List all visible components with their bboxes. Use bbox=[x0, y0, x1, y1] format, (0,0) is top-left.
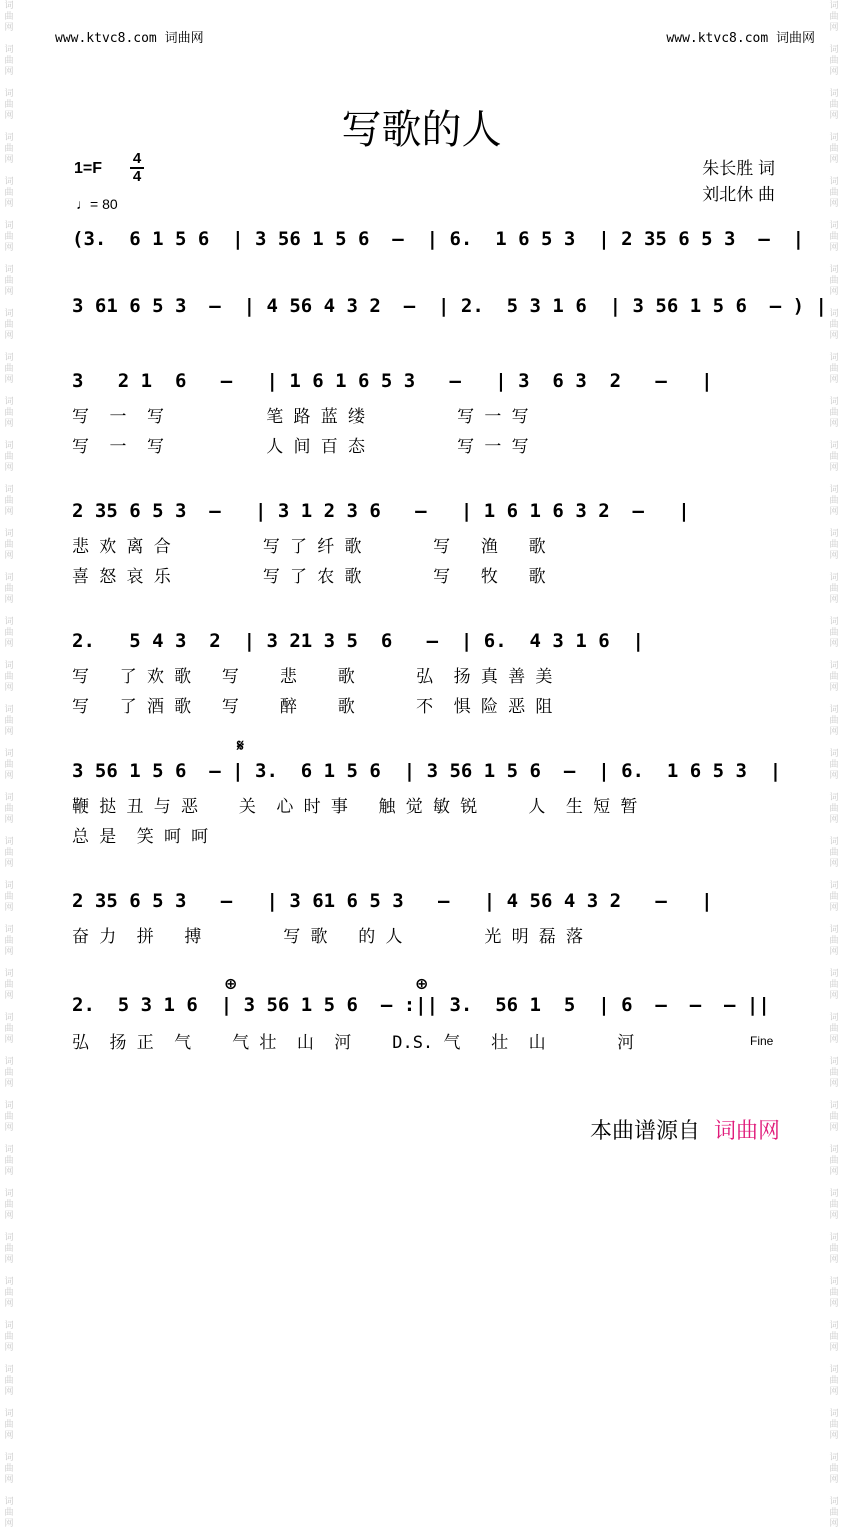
composer-credit: 刘北休 曲 bbox=[702, 185, 775, 204]
lyric-line-1: 奋 力 拼 搏 写 歌 的 人 光 明 磊 落 bbox=[72, 927, 584, 947]
fine-mark: Fine bbox=[750, 1034, 774, 1048]
watermark-right: 词 曲 网 词 曲 网 词 曲 网 词 曲 网 词 曲 网 词 曲 网 词 曲 网 词 曲 网 词 曲 网 词 曲 网 词 曲 网 词 曲 网 词 曲 网 词 曲 网 词 曲 网 词 曲 网 词 曲 网 词 曲 网 词 曲 网 词 曲 网 词 曲 网 词 曲 网 词 曲 网 词 曲 网 词 曲 网 词 曲 网 词 曲 网 词 曲 网 词 曲 网 词 曲 网 词 曲 网 词 曲 网 词 曲 网 词 曲 网 词 曲 网 bbox=[829, 0, 839, 1528]
lyric-line-1: 写 了 欢 歌 写 悲 歌 弘 扬 真 善 美 bbox=[72, 667, 553, 687]
coda-mark-2: ⊕ bbox=[415, 976, 429, 993]
notation-line: 2 35 6 5 3 – | 3 61 6 5 3 – | 4 56 4 3 2 – | bbox=[72, 890, 713, 912]
watermark-left: 词 曲 网 词 曲 网 词 曲 网 词 曲 网 词 曲 网 词 曲 网 词 曲 网 词 曲 网 词 曲 网 词 曲 网 词 曲 网 词 曲 网 词 曲 网 词 曲 网 词 曲 网 词 曲 网 词 曲 网 词 曲 网 词 曲 网 词 曲 网 词 曲 网 词 曲 网 词 曲 网 词 曲 网 词 曲 网 词 曲 网 词 曲 网 词 曲 网 词 曲 网 词 曲 网 词 曲 网 词 曲 网 词 曲 网 词 曲 网 词 曲 网 bbox=[4, 0, 14, 1528]
notation-line: 3 2 1 6 – | 1 6 1 6 5 3 – | 3 6 3 2 – | bbox=[72, 370, 713, 392]
lyric-line-2: 写 一 写 人 间 百 态 写 一 写 bbox=[72, 437, 529, 457]
notation-line: 2. 5 4 3 2 | 3 21 3 5 6 – | 6. 4 3 1 6 | bbox=[72, 630, 644, 652]
notation-line: 3 61 6 5 3 – | 4 56 4 3 2 – | 2. 5 3 1 6 | 3 56 1 5 6 – ) | bbox=[72, 295, 827, 317]
lyric-line-2: 喜 怒 哀 乐 写 了 农 歌 写 牧 歌 bbox=[72, 567, 546, 587]
lyric-line-1: 悲 欢 离 合 写 了 纤 歌 写 渔 歌 bbox=[72, 537, 546, 557]
tempo-marking: ♩= 80 bbox=[76, 196, 118, 212]
site-url-left: www.ktvc8.com 词曲网 bbox=[55, 31, 204, 46]
notation-line: (3. 6 1 5 6 | 3 56 1 5 6 – | 6. 1 6 5 3 | 2 35 6 5 3 – | bbox=[72, 228, 805, 250]
lyric-line-1: 写 一 写 笔 路 蓝 缕 写 一 写 bbox=[72, 407, 529, 427]
time-bottom: 4 bbox=[132, 168, 142, 185]
lyric-line-2: 写 了 酒 歌 写 醉 歌 不 惧 险 恶 阻 bbox=[72, 697, 553, 717]
notation-line: 2. 5 3 1 6 | 3 56 1 5 6 – :|| 3. 56 1 5 | 6 – – – || bbox=[72, 994, 770, 1016]
song-title: 写歌的人 bbox=[341, 107, 502, 153]
source-label: 本曲谱源自 bbox=[590, 1118, 701, 1143]
notation-line: 2 35 6 5 3 – | 3 1 2 3 6 – | 1 6 1 6 3 2 – | bbox=[72, 500, 690, 522]
site-url-right: www.ktvc8.com 词曲网 bbox=[666, 31, 815, 46]
time-signature bbox=[130, 152, 144, 184]
brand-link[interactable]: 词曲网 bbox=[714, 1118, 781, 1143]
source-footer bbox=[590, 1114, 780, 1145]
lyric-line-2: 总 是 笑 呵 呵 bbox=[72, 827, 209, 847]
time-top: 4 bbox=[132, 150, 142, 167]
lyric-line-1: 鞭 挞 丑 与 恶 关 心 时 事 触 觉 敏 锐 人 生 短 暂 bbox=[72, 797, 638, 817]
key-signature: 1=F bbox=[74, 160, 103, 177]
lyric-line-1: 弘 扬 正 气 气 壮 山 河 D.S. 气 壮 山 河 bbox=[72, 1033, 635, 1053]
segno-mark: 𝄋 bbox=[237, 738, 244, 755]
coda-mark-1: ⊕ bbox=[224, 976, 238, 993]
lyricist-credit: 朱长胜 词 bbox=[702, 159, 775, 178]
notation-line: 3 56 1 5 6 – | 3. 6 1 5 6 | 3 56 1 5 6 – | 6. 1 6 5 3 | bbox=[72, 760, 782, 782]
